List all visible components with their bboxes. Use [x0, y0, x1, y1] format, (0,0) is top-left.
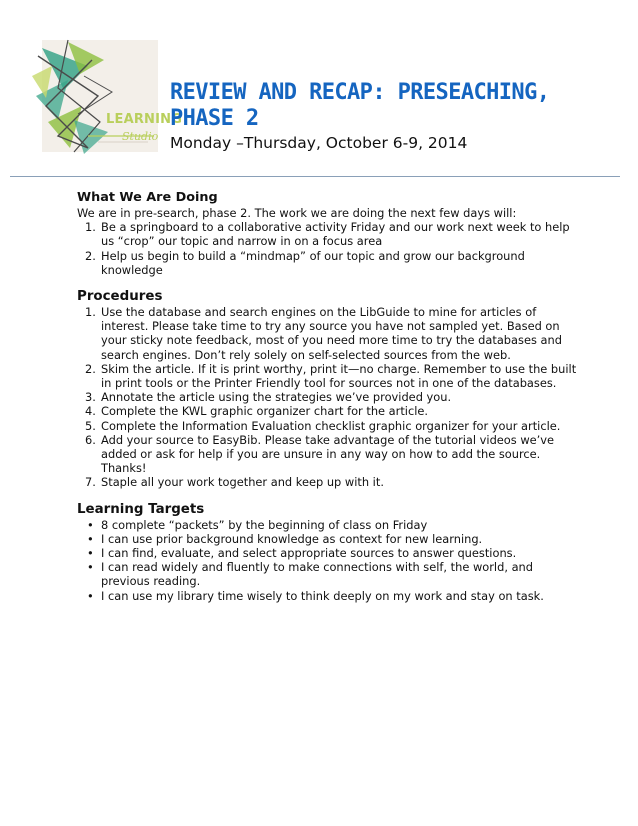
list-text: Be a springboard to a collaborative activity Friday and our work next week to help us “crop” our topic and narrow in on a focus area [101, 220, 570, 249]
list-number: 1. [85, 220, 96, 235]
list-text: Annotate the article using the strategies we’ve provided you. [101, 390, 452, 405]
section-heading: What We Are Doing [77, 190, 218, 205]
list-item [77, 390, 577, 404]
list-number: 2. [85, 361, 96, 376]
section-heading: Learning Targets [77, 501, 205, 517]
numbered-list [77, 305, 577, 490]
list-item [77, 589, 577, 603]
numbered-list [77, 220, 577, 277]
learning-studio-logo [28, 36, 183, 156]
bullet-list [77, 518, 577, 603]
date-line: Monday –Thursday, October 6-9, 2014 [170, 134, 468, 152]
list-item [77, 362, 577, 390]
page-title: REVIEW AND RECAP: PRESEACHING, PHASE 2 [170, 80, 550, 131]
list-item [77, 249, 577, 277]
section-procedures [77, 289, 577, 490]
bullet-icon: • [87, 588, 94, 603]
bullet-icon: • [87, 531, 94, 546]
list-number: 7. [85, 475, 96, 490]
list-text: I can read widely and fluently to make connections with self, the world, and previous reading. [101, 560, 534, 589]
list-text: I can find, evaluate, and select appropriate sources to answer questions. [101, 546, 517, 561]
list-item [77, 433, 577, 476]
header-divider [10, 176, 620, 177]
list-text: 8 complete “packets” by the beginning of class on Friday [101, 517, 428, 532]
list-number: 5. [85, 418, 96, 433]
list-item [77, 546, 577, 560]
list-text: Staple all your work together and keep up with it. [101, 475, 384, 490]
list-text: Complete the Information Evaluation checklist graphic organizer for your article. [101, 418, 561, 433]
list-text: I can use prior background knowledge as context for new learning. [101, 531, 483, 546]
list-text: I can use my library time wisely to think deeply on my work and stay on task. [101, 588, 544, 603]
list-item [77, 475, 577, 489]
list-text: Use the database and search engines on the LibGuide to mine for articles of interest. Please take time to try any source you have not sampled yet. Based on your sticky note feedback, most of you need more time to try the databases and search engines. Don’t rely solely on self-selected sources from the web. [101, 305, 562, 362]
bullet-icon: • [87, 560, 94, 575]
list-text: Complete the KWL graphic organizer chart for the article. [101, 404, 429, 419]
logo-line2: Studio [122, 130, 159, 143]
list-number: 2. [85, 248, 96, 263]
list-number: 6. [85, 432, 96, 447]
list-item [77, 305, 577, 362]
list-text: Skim the article. If it is print worthy, print it—no charge. Remember to use the built in print tools or the Printer Friendly tool for sources not in one of the databases. [101, 361, 577, 391]
list-item [77, 404, 577, 418]
list-number: 3. [85, 390, 96, 405]
list-item [77, 518, 577, 532]
list-number: 4. [85, 404, 96, 419]
list-item [77, 560, 577, 588]
bullet-icon: • [87, 546, 94, 561]
bullet-icon: • [87, 517, 94, 532]
list-item [77, 419, 577, 433]
list-item [77, 532, 577, 546]
section-what-we-are-doing [77, 190, 577, 277]
list-item [77, 220, 577, 248]
list-text: Help us begin to build a “mindmap” of our topic and grow our background knowledge [101, 248, 525, 277]
section-intro: We are in pre-search, phase 2. The work we are doing the next few days will: [77, 206, 517, 220]
list-text: Add your source to EasyBib. Please take advantage of the tutorial videos we’ve added or ask for help if you are unsure in any way on how to add the source. Thanks! [101, 432, 555, 476]
logo-line1: LEARNING [106, 112, 183, 127]
list-number: 1. [85, 305, 96, 320]
section-heading: Procedures [77, 289, 163, 305]
document-body [77, 190, 577, 603]
section-learning-targets [77, 502, 577, 603]
